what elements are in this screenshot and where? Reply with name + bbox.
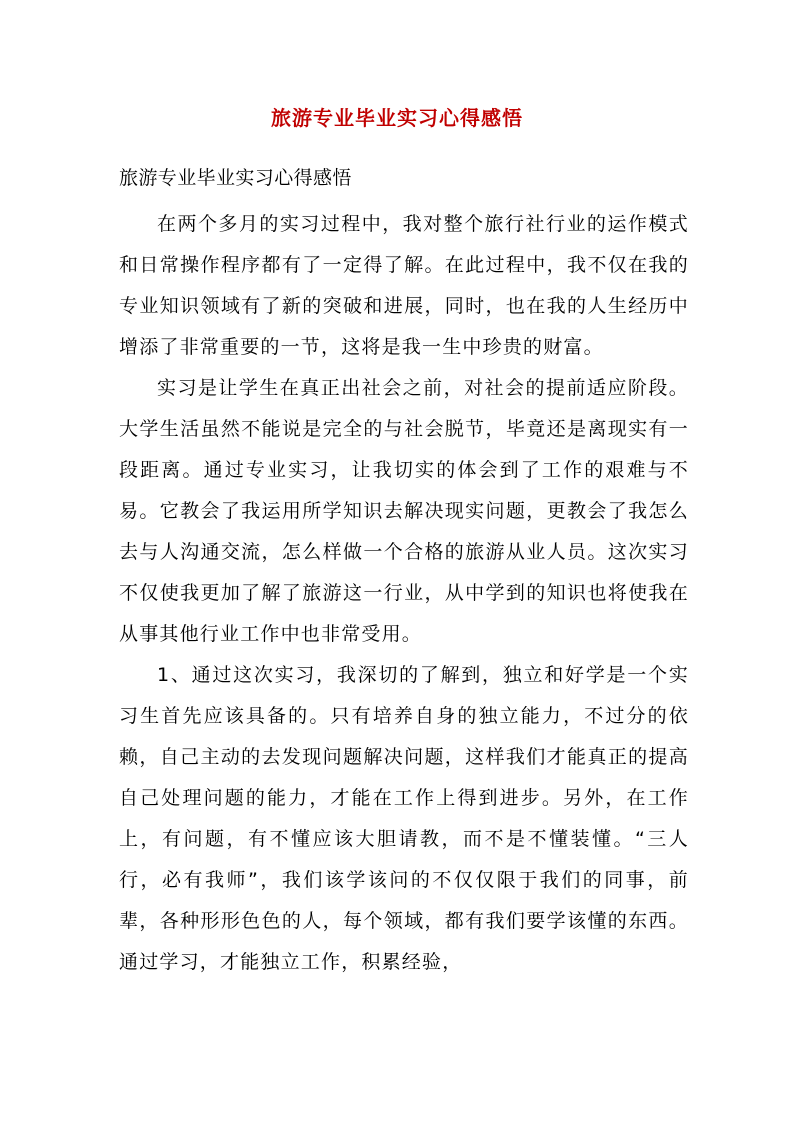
body-paragraph-1: 在两个多月的实习过程中，我对整个旅行社行业的运作模式和日常操作程序都有了一定得了解。在此过程中，我不仅在我的专业知识领域有了新的突破和进展，同时，也在我的人生经历中增添了非常重要的一节，这将是我一生中珍贵的财富。 <box>119 213 689 358</box>
body-paragraph-2: 实习是让学生在真正出社会之前，对社会的提前适应阶段。大学生活虽然不能说是完全的与社会脱节，毕竟还是离现实有一段距离。通过专业实习，让我切实的体会到了工作的艰难与不易。它教会了我运用所学知识去解决现实问题，更教会了我怎么去与人沟通交流，怎么样做一个合格的旅游从业人员。这次实习不仅使我更加了解了旅游这一行业，从中学到的知识也将使我在从事其他行业工作中也非常受用。 <box>119 377 689 645</box>
document-title: 旅游专业毕业实习心得感悟 <box>271 106 523 130</box>
document-body <box>119 204 689 983</box>
document-subtitle: 旅游专业毕业实习心得感悟 <box>119 167 352 189</box>
body-paragraph-3: 1、通过这次实习，我深切的了解到，独立和好学是一个实习生首先应该具备的。只有培养自身的独立能力，不过分的依赖，自己主动的去发现问题解决问题，这样我们才能真正的提高自己处理问题的能力，才能在工作上得到进步。另外，在工作上，有问题，有不懂应该大胆请教，而不是不懂装懂。“三人行，必有我师”，我们该学该问的不仅仅限于我们的同事，前辈，各种形形色色的人，每个领域，都有我们要学该懂的东西。通过学习，才能独立工作，积累经验， <box>119 664 689 973</box>
